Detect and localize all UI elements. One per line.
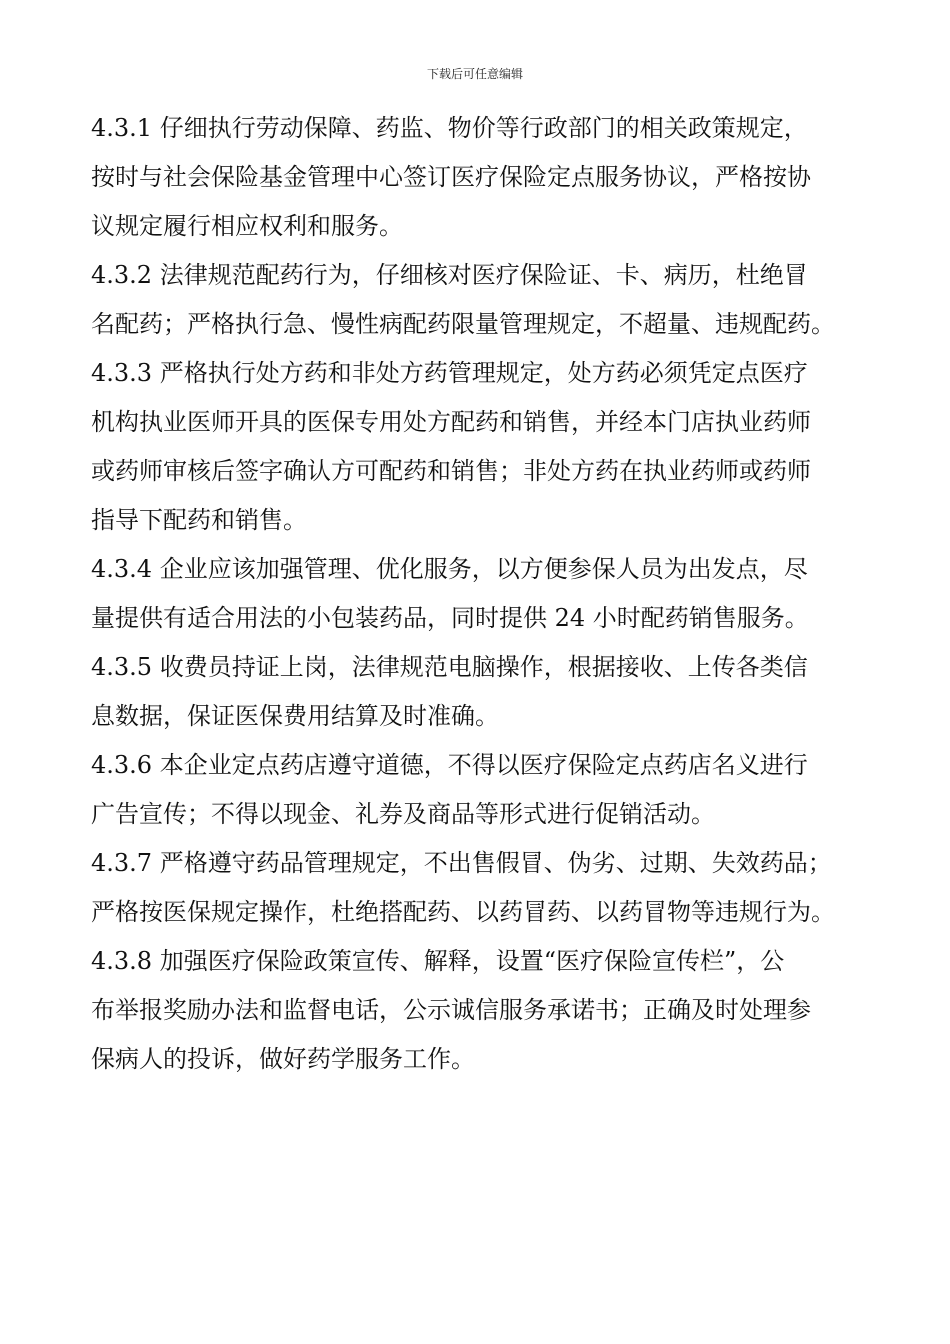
text-line: 4.3.5 收费员持证上岗，法律规范电脑操作，根据接收、上传各类信 <box>91 653 808 681</box>
text-line: 按时与社会保险基金管理中心签订医疗保险定点服务协议，严格按协 <box>91 163 811 191</box>
text-line: 指导下配药和销售。 <box>91 506 307 534</box>
text-line: 名配药；严格执行急、慢性病配药限量管理规定，不超量、违规配药。 <box>91 310 835 338</box>
text-line: 量提供有适合用法的小包装药品，同时提供 24 小时配药销售服务。 <box>91 604 809 632</box>
text-line: 息数据，保证医保费用结算及时准确。 <box>91 702 499 730</box>
text-line: 严格按医保规定操作，杜绝搭配药、以药冒药、以药冒物等违规行为。 <box>91 898 835 926</box>
text-line: 保病人的投诉，做好药学服务工作。 <box>91 1045 475 1073</box>
text-line: 4.3.1 仔细执行劳动保障、药监、物价等行政部门的相关政策规定， <box>91 114 808 142</box>
document-body <box>91 104 871 1084</box>
text-line: 议规定履行相应权利和服务。 <box>91 212 403 240</box>
text-line: 机构执业医师开具的医保专用处方配药和销售，并经本门店执业药师 <box>91 408 811 436</box>
text-line: 或药师审核后签字确认方可配药和销售；非处方药在执业药师或药师 <box>91 457 811 485</box>
text-line: 4.3.3 严格执行处方药和非处方药管理规定，处方药必须凭定点医疗 <box>91 359 808 387</box>
text-line: 广告宣传；不得以现金、礼券及商品等形式进行促销活动。 <box>91 800 715 828</box>
text-line: 4.3.2 法律规范配药行为，仔细核对医疗保险证、卡、病历，杜绝冒 <box>91 261 808 289</box>
text-line: 4.3.4 企业应该加强管理、优化服务，以方便参保人员为出发点，尽 <box>91 555 808 583</box>
page-header-note: 下载后可任意编辑 <box>426 67 523 81</box>
text-line: 4.3.8 加强医疗保险政策宣传、解释，设置“医疗保险宣传栏”，公 <box>91 947 785 975</box>
text-line: 4.3.6 本企业定点药店遵守道德，不得以医疗保险定点药店名义进行 <box>91 751 808 779</box>
text-line: 4.3.7 严格遵守药品管理规定，不出售假冒、伪劣、过期、失效药品； <box>91 849 832 877</box>
text-line: 布举报奖励办法和监督电话，公示诚信服务承诺书；正确及时处理参 <box>91 996 811 1024</box>
